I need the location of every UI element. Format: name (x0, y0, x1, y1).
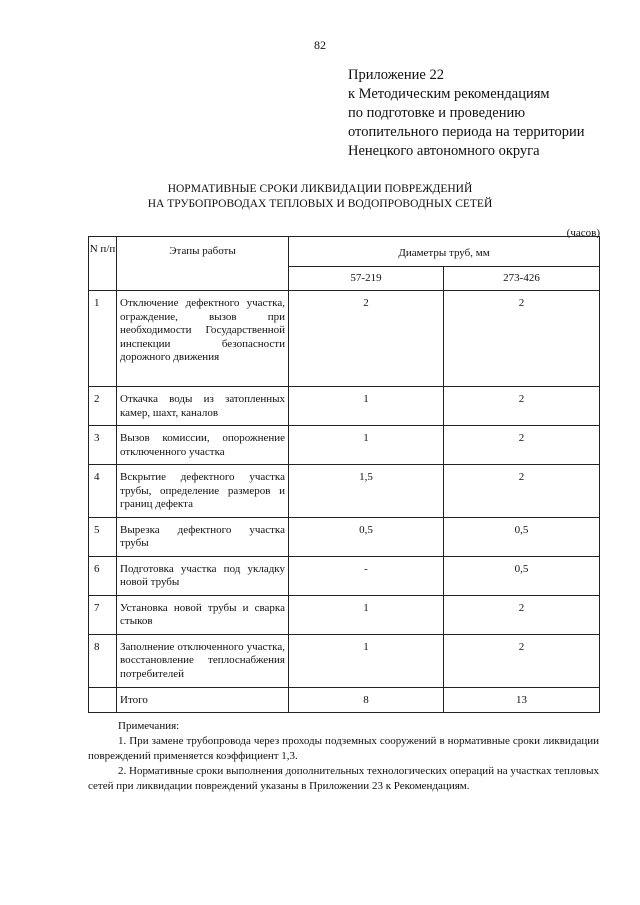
document-title (0, 182, 640, 212)
row-value-1: - (289, 556, 444, 595)
row-value-2: 2 (444, 634, 600, 687)
total-label: Итого (117, 687, 289, 713)
row-value-2: 2 (444, 595, 600, 634)
row-stage: Установка новой трубы и сварка стыков (117, 595, 289, 634)
row-stage: Вырезка дефектного участка трубы (117, 517, 289, 556)
row-value-2: 2 (444, 387, 600, 426)
header-diameters: Диаметры труб, мм (289, 237, 600, 267)
appendix-line: Приложение 22 (348, 67, 444, 83)
title-line-1: НОРМАТИВНЫЕ СРОКИ ЛИКВИДАЦИИ ПОВРЕЖДЕНИЙ (167, 183, 473, 195)
row-value-1: 0,5 (289, 517, 444, 556)
row-num: 5 (89, 517, 117, 556)
row-stage: Заполнение отключенного участка, восстановление теплоснабжения потребителей (117, 634, 289, 687)
table-row (89, 517, 600, 556)
note-item: 1. При замене трубопровода через проходы подземных сооружений в нормативные сроки ликвидации повреждений применяется коэффициент 1,3. (88, 735, 599, 762)
row-value-1: 1 (289, 387, 444, 426)
row-num: 1 (89, 291, 117, 387)
appendix-line: к Методическим рекомендациям (348, 86, 550, 102)
title-line-2: НА ТРУБОПРОВОДАХ ТЕПЛОВЫХ И ВОДОПРОВОДНЫХ СЕТЕЙ (147, 198, 493, 210)
table-row (89, 291, 600, 387)
row-value-1: 1 (289, 595, 444, 634)
row-value-1: 1 (289, 634, 444, 687)
appendix-line: Ненецкого автономного округа (348, 143, 540, 159)
row-value-2: 2 (444, 291, 600, 387)
appendix-header (348, 66, 585, 161)
row-value-2: 2 (444, 426, 600, 465)
row-value-2: 2 (444, 465, 600, 518)
table-row (89, 387, 600, 426)
total-value-1: 8 (289, 687, 444, 713)
row-num: 8 (89, 634, 117, 687)
notes (88, 719, 599, 794)
row-value-1: 2 (289, 291, 444, 387)
row-value-1: 1 (289, 426, 444, 465)
row-num: 4 (89, 465, 117, 518)
table-row (89, 595, 600, 634)
note-item: 2. Нормативные сроки выполнения дополнительных технологических операций на участках тепловых сетей при ликвидации повреждений указаны в Приложении 23 к Рекомендациям. (88, 765, 599, 792)
row-stage: Откачка воды из затопленных камер, шахт, каналов (117, 387, 289, 426)
table-row (89, 465, 600, 518)
header-diameter-2: 273-426 (444, 267, 600, 291)
row-value-1: 1,5 (289, 465, 444, 518)
table-row (89, 426, 600, 465)
appendix-line: по подготовке и проведению (348, 105, 526, 121)
header-num: N п/п (89, 237, 117, 291)
row-num: 3 (89, 426, 117, 465)
appendix-line: отопительного периода на территории (348, 124, 585, 140)
row-value-2: 0,5 (444, 556, 600, 595)
total-num (89, 687, 117, 713)
notes-heading: Примечания: (118, 720, 180, 732)
repair-norms-table (88, 236, 600, 713)
total-value-2: 13 (444, 687, 600, 713)
row-stage: Подготовка участка под укладку новой трубы (117, 556, 289, 595)
page-number: 82 (314, 38, 326, 52)
row-value-2: 0,5 (444, 517, 600, 556)
row-stage: Вызов комиссии, опорожнение отключенного участка (117, 426, 289, 465)
units-note: (часов) (566, 227, 600, 239)
row-num: 6 (89, 556, 117, 595)
header-diameter-1: 57-219 (289, 267, 444, 291)
table-row (89, 556, 600, 595)
row-stage: Вскрытие дефектного участка трубы, определение размеров и границ дефекта (117, 465, 289, 518)
row-num: 2 (89, 387, 117, 426)
total-row (89, 687, 600, 713)
row-num: 7 (89, 595, 117, 634)
header-stage: Этапы работы (117, 237, 289, 291)
table-row (89, 634, 600, 687)
row-stage: Отключение дефектного участка, ограждение, вызов при необходимости Государственной инспекции безопасности дорожного движения (117, 291, 289, 387)
